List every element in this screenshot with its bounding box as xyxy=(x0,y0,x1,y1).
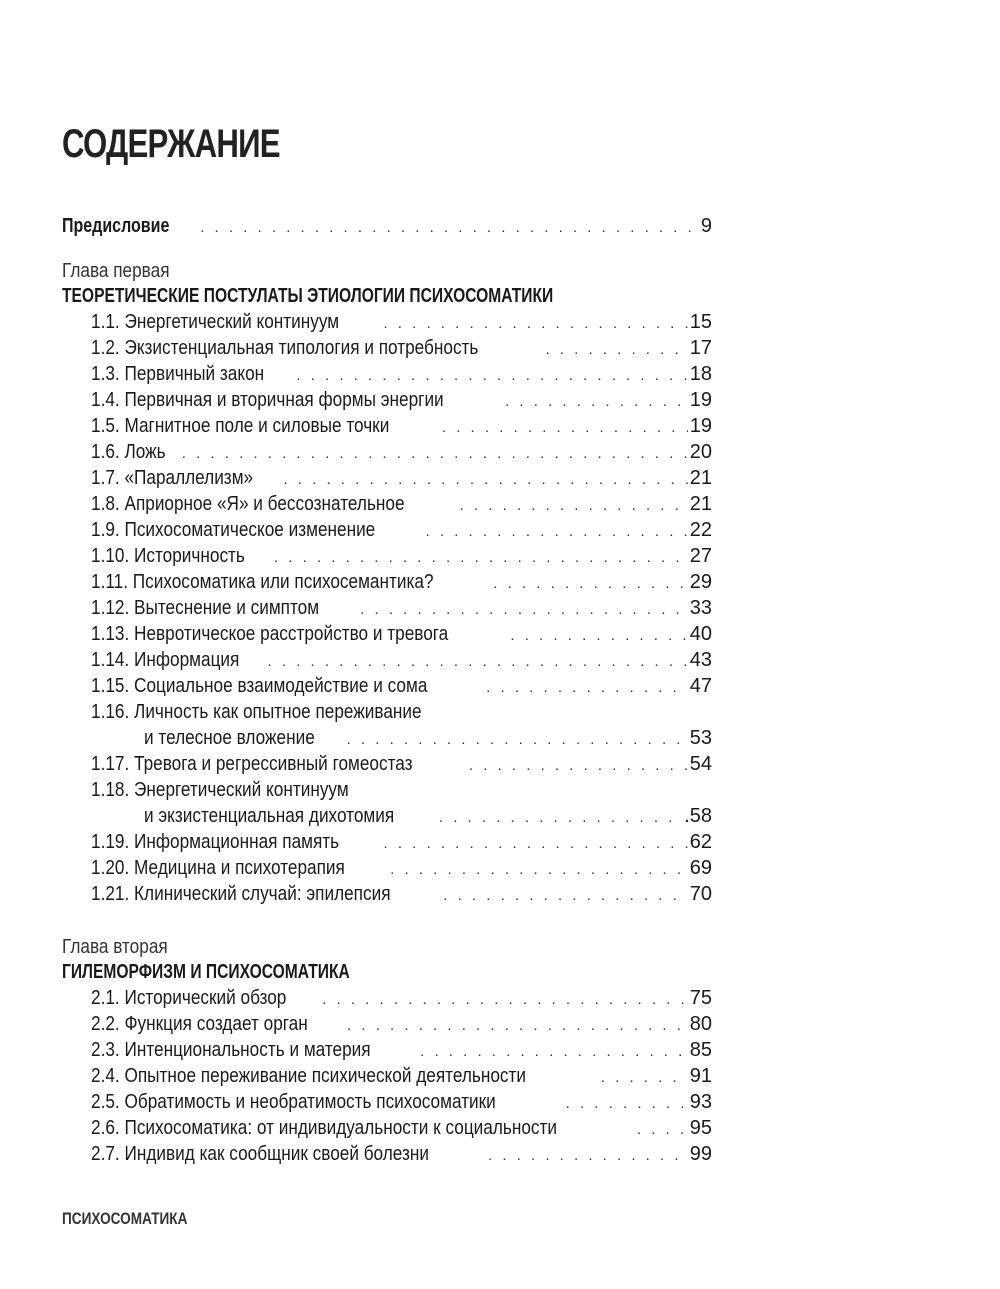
toc-entry xyxy=(62,439,712,465)
toc-entry-label: 1.8. Априорное «Я» и бессознательное xyxy=(91,493,405,515)
toc-entry-label: 1.11. Психосоматика или психосемантика? xyxy=(91,571,434,593)
toc-entry xyxy=(62,1115,712,1141)
toc-entry-label: 1.6. Ложь xyxy=(91,441,166,463)
leader-dots xyxy=(420,1039,688,1065)
toc-entry xyxy=(62,803,712,829)
table-of-contents xyxy=(62,213,712,1167)
toc-entry-label: 2.2. Функция создает орган xyxy=(91,1013,308,1035)
leader-dots xyxy=(486,675,688,701)
leader-dots xyxy=(347,1013,688,1039)
toc-entry-page: 93 xyxy=(689,1091,712,1113)
toc-entry-page: 19 xyxy=(689,415,712,437)
toc-entry-page: 20 xyxy=(689,441,712,463)
leader-dots xyxy=(637,1117,688,1143)
toc-entry-label: 1.14. Информация xyxy=(91,649,240,671)
toc-entry-label: 1.13. Невротическое расстройство и тревога xyxy=(91,623,449,645)
toc-entry xyxy=(62,1089,712,1115)
toc-entry-label: 1.18. Энергетический континуум xyxy=(91,779,349,801)
toc-entry xyxy=(62,309,712,335)
toc-entry-label: 1.21. Клинический случай: эпилепсия xyxy=(91,883,391,905)
leader-dots xyxy=(268,649,688,675)
toc-entry xyxy=(62,465,712,491)
toc-entry-page: 85 xyxy=(689,1039,712,1061)
chapter-1-kicker: Глава первая xyxy=(62,260,170,282)
toc-entry-label: 1.20. Медицина и психотерапия xyxy=(91,857,345,879)
leader-dots xyxy=(426,519,688,545)
toc-entry-label: 1.1. Энергетический континуум xyxy=(91,311,340,333)
toc-entry-page: 15 xyxy=(689,311,712,333)
leader-dots xyxy=(442,415,688,441)
toc-entry-label: 1.7. «Параллелизм» xyxy=(91,467,254,489)
toc-entry xyxy=(62,647,712,673)
toc-entry xyxy=(62,881,712,907)
toc-entry-label: и экзистенциальная дихотомия xyxy=(144,805,395,827)
toc-entry-page: 22 xyxy=(689,519,712,541)
toc-entry-page: 40 xyxy=(689,623,712,645)
toc-entry-page: 9 xyxy=(700,215,712,237)
toc-entry xyxy=(62,1037,712,1063)
leader-dots xyxy=(383,311,687,337)
toc-entry-label: 1.19. Информационная память xyxy=(91,831,340,853)
toc-entry xyxy=(62,1141,712,1167)
toc-entry-label: 2.1. Исторический обзор xyxy=(91,987,287,1009)
toc-entry-label: 1.16. Личность как опытное переживание xyxy=(91,701,422,723)
chapter-2-title: ГИЛЕМОРФИЗМ И ПСИХОСОМАТИКА xyxy=(62,961,350,983)
toc-entry-page: 43 xyxy=(689,649,712,671)
toc-entry-label: 1.3. Первичный закон xyxy=(91,363,265,385)
toc-entry xyxy=(62,413,712,439)
toc-entry-page: 27 xyxy=(689,545,712,567)
toc-entry-label: 2.3. Интенциональность и материя xyxy=(91,1039,371,1061)
toc-entry-label: 1.2. Экзистенциальная типология и потребность xyxy=(91,337,479,359)
toc-entry xyxy=(62,855,712,881)
leader-dots xyxy=(566,1091,688,1117)
toc-entry-label: 2.6. Психосоматика: от индивидуальности к социальности xyxy=(91,1117,558,1139)
toc-entry-label: 2.5. Обратимость и необратимость психосоматики xyxy=(91,1091,496,1113)
toc-entry xyxy=(62,673,712,699)
running-footer: ПСИХОСОМАТИКА xyxy=(62,1209,188,1228)
chapter-spacer xyxy=(62,907,712,935)
toc-entry-line xyxy=(62,777,712,803)
toc-entry-page: 69 xyxy=(689,857,712,879)
leader-dots xyxy=(322,987,688,1013)
leader-dots xyxy=(545,337,687,363)
leader-dots xyxy=(601,1065,688,1091)
toc-entry-label: 1.12. Вытеснение и симптом xyxy=(91,597,320,619)
toc-entry-label: 1.10. Историчность xyxy=(91,545,245,567)
toc-entry-label: 1.15. Социальное взаимодействие и сома xyxy=(91,675,428,697)
toc-entry xyxy=(62,1011,712,1037)
toc-entry-label: 2.7. Индивид как сообщник своей болезни xyxy=(91,1143,429,1165)
toc-entry xyxy=(62,387,712,413)
toc-entry-page: 75 xyxy=(689,987,712,1009)
toc-entry-page: 70 xyxy=(689,883,712,905)
leader-dots xyxy=(274,545,688,571)
leader-dots xyxy=(283,467,687,493)
toc-entry-page: 62 xyxy=(689,831,712,853)
leader-dots xyxy=(182,441,688,467)
toc-entry xyxy=(62,725,712,751)
leader-dots xyxy=(488,1143,688,1169)
toc-entry-line xyxy=(62,699,712,725)
leader-dots xyxy=(384,831,688,857)
toc-entry-page: 17 xyxy=(689,337,712,359)
toc-entry-page: 54 xyxy=(689,753,712,775)
toc-entry-label: Предисловие xyxy=(62,215,170,237)
leader-dots xyxy=(505,389,688,415)
toc-entry xyxy=(62,543,712,569)
toc-entry-page: 99 xyxy=(689,1143,712,1165)
toc-entry xyxy=(62,985,712,1011)
leader-dots xyxy=(296,363,687,389)
toc-entry-page: 47 xyxy=(689,675,712,697)
leader-dots xyxy=(510,623,687,649)
leader-dots xyxy=(347,727,688,753)
leader-dots xyxy=(469,753,688,779)
toc-entry-page: 95 xyxy=(689,1117,712,1139)
toc-entry-page: 18 xyxy=(689,363,712,385)
leader-dots xyxy=(390,857,688,883)
toc-entry-page: 21 xyxy=(689,467,712,489)
leader-dots xyxy=(443,883,687,909)
toc-entry-label: 2.4. Опытное переживание психической деятельности xyxy=(91,1065,526,1087)
toc-entry-label: 1.4. Первичная и вторичная формы энергии xyxy=(91,389,444,411)
toc-entry-page: .58 xyxy=(684,805,712,827)
leader-dots xyxy=(360,597,688,623)
leader-dots xyxy=(493,571,687,597)
toc-entry xyxy=(62,829,712,855)
toc-entry xyxy=(62,751,712,777)
toc-entry xyxy=(62,517,712,543)
toc-entry-page: 19 xyxy=(689,389,712,411)
toc-entry xyxy=(62,361,712,387)
toc-entry-page: 53 xyxy=(689,727,712,749)
toc-entry-label: 1.17. Тревога и регрессивный гомеостаз xyxy=(91,753,413,775)
toc-entry-label: 1.5. Магнитное поле и силовые точки xyxy=(91,415,390,437)
toc-entry-page: 80 xyxy=(689,1013,712,1035)
toc-entry-label: 1.9. Психосоматическое изменение xyxy=(91,519,376,541)
toc-entry-page: 21 xyxy=(689,493,712,515)
leader-dots xyxy=(200,215,699,241)
toc-entry xyxy=(62,335,712,361)
toc-entry xyxy=(62,621,712,647)
toc-entry xyxy=(62,1063,712,1089)
toc-entry xyxy=(62,595,712,621)
toc-entry-page: 33 xyxy=(689,597,712,619)
chapter-1-title: ТЕОРЕТИЧЕСКИЕ ПОСТУЛАТЫ ЭТИОЛОГИИ ПСИХОСОМАТИКИ xyxy=(62,285,554,307)
toc-entry-page: 29 xyxy=(689,571,712,593)
toc-entry-label: и телесное вложение xyxy=(144,727,315,749)
leader-dots xyxy=(460,493,688,519)
toc-entry xyxy=(62,491,712,517)
toc-entry-preface xyxy=(62,213,712,239)
chapter-2-kicker: Глава вторая xyxy=(62,936,168,958)
leader-dots xyxy=(439,805,682,831)
page-title: СОДЕРЖАНИЕ xyxy=(62,122,280,166)
toc-entry xyxy=(62,569,712,595)
toc-entry-page: 91 xyxy=(689,1065,712,1087)
